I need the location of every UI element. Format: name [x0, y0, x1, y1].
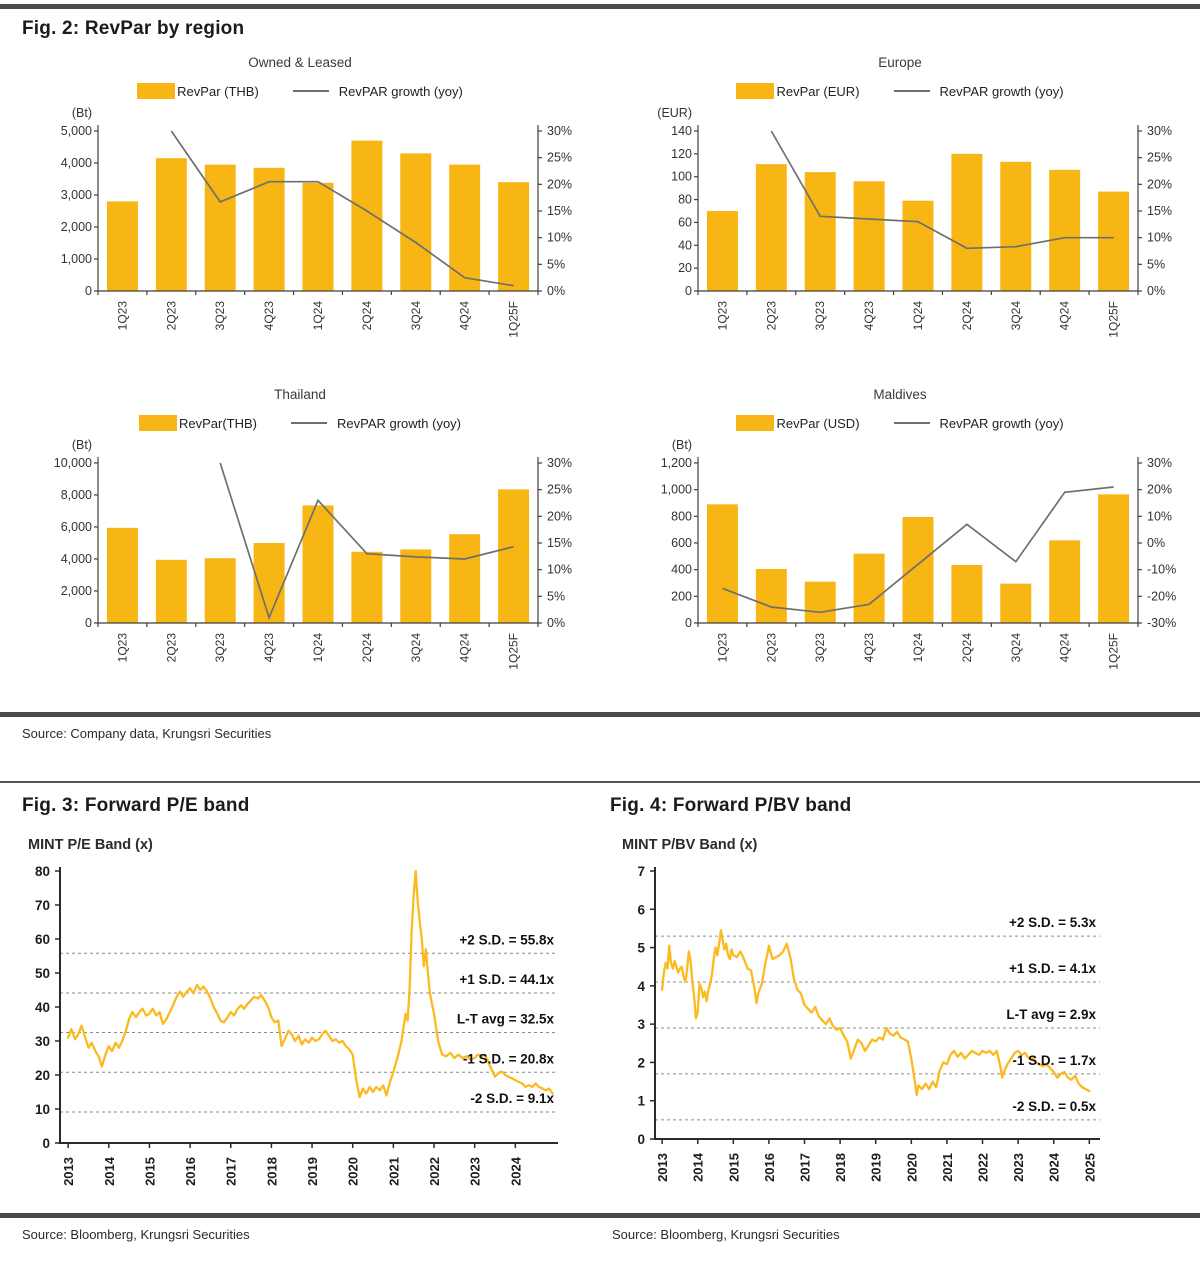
svg-text:5%: 5%	[547, 589, 566, 604]
chart-maldives	[600, 374, 1200, 706]
svg-text:30%: 30%	[1147, 124, 1173, 138]
legend-line-label: RevPAR growth (yoy)	[939, 83, 1064, 99]
chart-title: Maldives	[873, 387, 927, 402]
svg-text:+1 S.D. = 4.1x: +1 S.D. = 4.1x	[1008, 961, 1096, 977]
svg-text:+1 S.D. = 44.1x: +1 S.D. = 44.1x	[459, 972, 554, 988]
svg-text:80: 80	[34, 864, 50, 879]
svg-text:4Q23: 4Q23	[862, 301, 877, 331]
svg-text:10%: 10%	[1147, 509, 1173, 524]
svg-text:1Q25F: 1Q25F	[1106, 301, 1121, 338]
svg-text:4Q24: 4Q24	[1057, 301, 1072, 331]
fig2-chart-grid	[0, 42, 1200, 706]
svg-text:1,000: 1,000	[660, 482, 692, 497]
svg-text:15%: 15%	[1147, 204, 1173, 218]
svg-text:1Q24: 1Q24	[311, 633, 325, 663]
legend	[0, 83, 600, 99]
svg-text:25%: 25%	[547, 150, 573, 165]
pe-band-subtitle: MINT P/E Band (x)	[28, 837, 153, 853]
svg-text:4Q24: 4Q24	[457, 301, 472, 331]
svg-text:0%: 0%	[547, 616, 566, 630]
legend-bar-swatch	[137, 83, 175, 99]
svg-text:3Q24: 3Q24	[408, 633, 423, 663]
svg-text:4,000: 4,000	[60, 156, 92, 170]
svg-text:-2 S.D. = 0.5x: -2 S.D. = 0.5x	[1012, 1098, 1096, 1114]
svg-text:4Q24: 4Q24	[457, 633, 472, 663]
chart-owned-leased	[0, 42, 600, 374]
svg-text:600: 600	[671, 536, 692, 550]
svg-text:20%: 20%	[1147, 482, 1173, 497]
svg-text:2024: 2024	[1046, 1153, 1062, 1182]
svg-text:200: 200	[671, 589, 692, 604]
legend	[600, 83, 1200, 99]
svg-text:2024: 2024	[508, 1157, 524, 1186]
svg-text:2021: 2021	[939, 1153, 955, 1182]
svg-text:2,000: 2,000	[60, 220, 92, 234]
svg-text:2Q23: 2Q23	[164, 301, 179, 331]
svg-text:30%: 30%	[547, 124, 573, 138]
svg-text:2Q23: 2Q23	[764, 633, 779, 663]
svg-text:4: 4	[637, 978, 645, 994]
combo-chart-svg	[610, 101, 1188, 351]
svg-text:1,000: 1,000	[60, 252, 92, 266]
svg-text:2018: 2018	[833, 1153, 849, 1182]
svg-text:15%: 15%	[547, 204, 573, 218]
svg-text:40: 40	[34, 1000, 50, 1015]
svg-text:3Q23: 3Q23	[813, 633, 828, 663]
band-chart-row	[0, 859, 1200, 1211]
svg-text:2Q24: 2Q24	[959, 301, 974, 331]
svg-text:1Q23: 1Q23	[115, 633, 130, 663]
svg-text:1Q25F: 1Q25F	[506, 301, 521, 338]
svg-text:3Q23: 3Q23	[213, 301, 228, 331]
svg-text:30%: 30%	[1147, 456, 1173, 470]
svg-text:+2 S.D. = 5.3x: +2 S.D. = 5.3x	[1008, 915, 1096, 931]
svg-text:5: 5	[637, 940, 645, 956]
svg-text:-2 S.D. = 9.1x: -2 S.D. = 9.1x	[470, 1091, 554, 1107]
svg-text:5,000: 5,000	[60, 124, 92, 138]
legend-bar-label: RevPar(THB)	[178, 415, 257, 431]
fig3-source: Source: Bloomberg, Krungsri Securities	[22, 1227, 250, 1242]
svg-text:20: 20	[34, 1068, 50, 1083]
svg-text:(Bt): (Bt)	[671, 438, 692, 452]
svg-text:0%: 0%	[1147, 284, 1166, 298]
svg-text:1Q23: 1Q23	[115, 301, 130, 331]
svg-text:2020: 2020	[904, 1153, 920, 1182]
svg-text:0: 0	[85, 616, 92, 630]
fig2-title: Fig. 2: RevPar by region	[22, 18, 245, 39]
chart-thailand	[0, 374, 600, 706]
svg-text:2Q23: 2Q23	[164, 633, 179, 663]
combo-chart-svg	[610, 433, 1188, 683]
svg-text:-10%: -10%	[1147, 562, 1177, 577]
svg-text:1Q25F: 1Q25F	[1106, 633, 1121, 670]
svg-text:0: 0	[42, 1136, 50, 1151]
svg-text:2015: 2015	[142, 1157, 158, 1186]
svg-text:7: 7	[637, 864, 645, 879]
svg-text:10%: 10%	[547, 562, 573, 577]
svg-text:-30%: -30%	[1147, 616, 1177, 630]
svg-text:6: 6	[637, 902, 645, 918]
chart-title: Owned & Leased	[248, 55, 352, 70]
svg-text:2018: 2018	[264, 1157, 280, 1186]
fig4-title: Fig. 4: Forward P/BV band	[610, 795, 852, 816]
legend-bar-swatch	[139, 415, 177, 431]
legend-line-label: RevPAR growth (yoy)	[338, 83, 463, 99]
svg-text:2Q24: 2Q24	[359, 301, 374, 331]
chart-title: Europe	[878, 55, 922, 70]
svg-text:3Q24: 3Q24	[1008, 301, 1023, 331]
section-divider	[0, 781, 1200, 783]
combo-chart-svg	[10, 433, 588, 683]
svg-text:3Q24: 3Q24	[1008, 633, 1023, 663]
svg-text:2022: 2022	[975, 1153, 991, 1182]
legend-bar-label: RevPar (USD)	[776, 415, 860, 431]
svg-text:10,000: 10,000	[53, 456, 92, 470]
svg-text:1Q24: 1Q24	[911, 301, 925, 331]
svg-text:20: 20	[678, 261, 692, 276]
svg-text:25%: 25%	[1147, 150, 1173, 165]
svg-text:0: 0	[685, 284, 692, 298]
svg-text:2017: 2017	[223, 1157, 239, 1186]
svg-text:0: 0	[685, 616, 692, 630]
svg-text:1Q24: 1Q24	[911, 633, 925, 663]
svg-text:3Q23: 3Q23	[813, 301, 828, 331]
svg-text:1Q23: 1Q23	[715, 633, 730, 663]
svg-text:4Q23: 4Q23	[262, 301, 277, 331]
svg-text:1: 1	[637, 1093, 645, 1109]
svg-text:2013: 2013	[655, 1153, 671, 1182]
legend-line-label: RevPAR growth (yoy)	[939, 415, 1064, 431]
fig3-title: Fig. 3: Forward P/E band	[22, 795, 250, 816]
pbv-band-subtitle: MINT P/BV Band (x)	[622, 837, 758, 853]
svg-text:0: 0	[637, 1132, 645, 1147]
svg-text:2,000: 2,000	[60, 584, 92, 598]
svg-text:2019: 2019	[305, 1157, 320, 1186]
svg-text:80: 80	[678, 192, 692, 207]
legend-bar-label: RevPar (THB)	[177, 83, 259, 99]
chart-title: Thailand	[274, 387, 326, 402]
svg-text:30%: 30%	[547, 456, 573, 470]
top-divider	[0, 4, 1200, 9]
legend-line-swatch	[293, 90, 329, 92]
svg-text:-20%: -20%	[1147, 589, 1177, 604]
legend-line-swatch	[291, 422, 327, 424]
svg-text:50: 50	[34, 966, 50, 981]
svg-text:30: 30	[34, 1034, 50, 1049]
svg-text:1Q24: 1Q24	[311, 301, 325, 331]
svg-text:3Q24: 3Q24	[408, 301, 423, 331]
svg-text:2015: 2015	[726, 1153, 742, 1182]
svg-text:10: 10	[34, 1102, 50, 1117]
svg-text:2013: 2013	[61, 1157, 77, 1186]
svg-text:2Q24: 2Q24	[959, 633, 974, 663]
svg-text:20%: 20%	[1147, 177, 1173, 192]
svg-text:L-T avg = 32.5x: L-T avg = 32.5x	[456, 1011, 554, 1027]
svg-text:5%: 5%	[1147, 257, 1166, 272]
pbv-band-chart-svg	[600, 859, 1145, 1211]
svg-text:-1 S.D. = 1.7x: -1 S.D. = 1.7x	[1012, 1052, 1096, 1068]
combo-chart-svg	[10, 101, 588, 351]
svg-text:3: 3	[637, 1017, 645, 1033]
legend	[600, 415, 1200, 431]
svg-text:400: 400	[671, 562, 692, 577]
band-subtitles	[0, 837, 1200, 853]
svg-text:0: 0	[85, 284, 92, 298]
svg-text:3,000: 3,000	[60, 188, 92, 202]
band-sources	[0, 1227, 1200, 1242]
svg-text:25%: 25%	[547, 482, 573, 497]
svg-text:0%: 0%	[1147, 536, 1166, 550]
svg-text:120: 120	[671, 146, 692, 161]
svg-text:L-T avg = 2.9x: L-T avg = 2.9x	[1006, 1006, 1096, 1022]
svg-text:70: 70	[34, 898, 50, 913]
chart-europe	[600, 42, 1200, 374]
legend-line-swatch	[894, 90, 930, 92]
svg-text:10%: 10%	[547, 230, 573, 245]
svg-text:1Q25F: 1Q25F	[506, 633, 521, 670]
fig2-bottom-divider	[0, 712, 1200, 717]
svg-text:4Q23: 4Q23	[262, 633, 277, 663]
fig2-source: Source: Company data, Krungsri Securities	[22, 726, 272, 741]
svg-text:60: 60	[678, 215, 692, 230]
svg-text:(Bt): (Bt)	[71, 438, 92, 452]
svg-text:2020: 2020	[345, 1157, 361, 1186]
legend-bar-swatch	[736, 415, 774, 431]
svg-text:2016: 2016	[761, 1153, 777, 1182]
svg-text:2Q24: 2Q24	[359, 633, 374, 663]
svg-text:800: 800	[671, 509, 692, 524]
svg-text:0%: 0%	[547, 284, 566, 298]
svg-text:8,000: 8,000	[60, 488, 92, 502]
svg-text:1Q23: 1Q23	[715, 301, 730, 331]
svg-text:2: 2	[637, 1055, 645, 1071]
svg-text:(EUR): (EUR)	[657, 106, 692, 120]
svg-text:2022: 2022	[427, 1157, 442, 1186]
band-headers	[0, 795, 1200, 817]
bottom-divider	[0, 1213, 1200, 1218]
svg-text:40: 40	[678, 238, 692, 253]
svg-text:4Q24: 4Q24	[1057, 633, 1072, 663]
svg-text:5%: 5%	[547, 257, 566, 272]
svg-text:4Q23: 4Q23	[862, 633, 877, 663]
svg-text:60: 60	[34, 932, 50, 947]
svg-text:2017: 2017	[797, 1153, 813, 1182]
svg-text:15%: 15%	[547, 536, 573, 550]
svg-text:2016: 2016	[183, 1157, 199, 1186]
svg-text:3Q23: 3Q23	[213, 633, 228, 663]
svg-text:6,000: 6,000	[60, 520, 92, 534]
legend-bar-swatch	[736, 83, 774, 99]
svg-text:1,200: 1,200	[660, 456, 692, 470]
legend-line-label: RevPAR growth (yoy)	[337, 415, 462, 431]
svg-text:2021: 2021	[386, 1157, 402, 1186]
svg-text:2Q23: 2Q23	[764, 301, 779, 331]
svg-text:-1 S.D. = 20.8x: -1 S.D. = 20.8x	[462, 1051, 554, 1067]
svg-text:2014: 2014	[101, 1157, 117, 1186]
legend	[0, 415, 600, 431]
legend-line-swatch	[894, 422, 930, 424]
svg-text:4,000: 4,000	[60, 552, 92, 566]
fig4-source: Source: Bloomberg, Krungsri Securities	[612, 1227, 840, 1242]
svg-text:140: 140	[671, 124, 692, 138]
svg-text:20%: 20%	[547, 177, 573, 192]
svg-text:20%: 20%	[547, 509, 573, 524]
svg-text:10%: 10%	[1147, 230, 1173, 245]
svg-text:(Bt): (Bt)	[71, 106, 92, 120]
svg-text:2014: 2014	[690, 1153, 706, 1182]
legend-bar-label: RevPar (EUR)	[776, 83, 860, 99]
pe-band-chart-svg	[0, 859, 585, 1211]
svg-text:2023: 2023	[1011, 1153, 1027, 1182]
svg-text:+2 S.D. = 55.8x: +2 S.D. = 55.8x	[459, 932, 554, 948]
svg-text:2023: 2023	[467, 1157, 483, 1186]
svg-text:2025: 2025	[1082, 1153, 1098, 1182]
svg-text:100: 100	[671, 169, 692, 184]
svg-text:2019: 2019	[868, 1153, 884, 1182]
